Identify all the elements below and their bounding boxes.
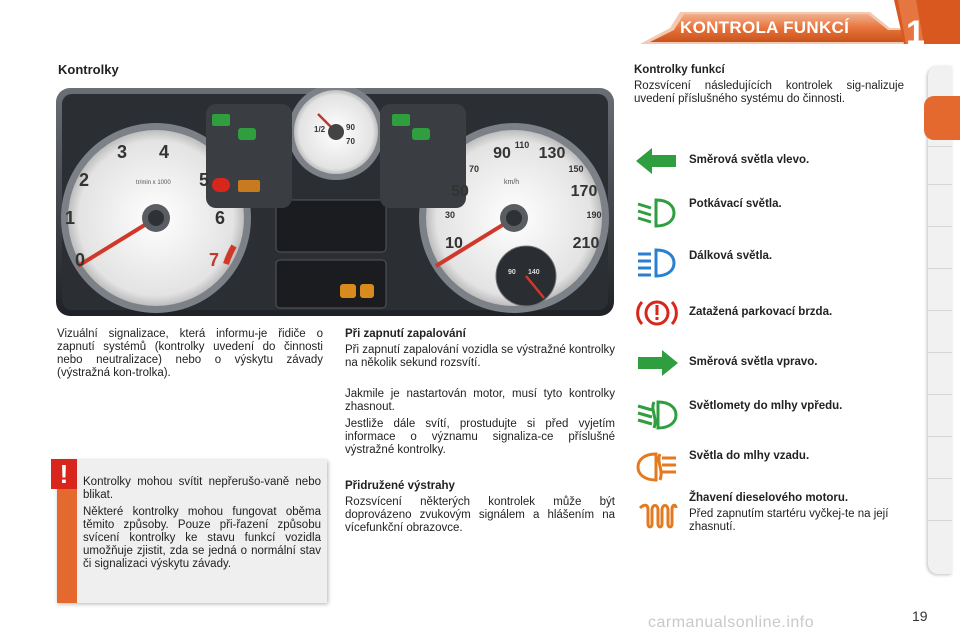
indicator-label-glow-plug: Žhavení dieselového motoru. bbox=[689, 492, 849, 504]
associated-title: Přidružené výstrahy bbox=[345, 480, 455, 492]
function-lights-title: Kontrolky funkcí bbox=[634, 64, 725, 76]
tach-label-2: 2 bbox=[78, 170, 90, 190]
fuel-label-140: 140 bbox=[528, 269, 540, 276]
indicator-label-parking-brake: Zatažená parkovací brzda. bbox=[689, 306, 833, 318]
speed-label-210: 210 bbox=[572, 235, 600, 252]
intro-text: Vizuální signalizace, která informu-je řidiče o zapnutí systémů (kontrolky uvedení do činnosti nebo neutralizace) nebo o výskytu závady (výstražná kon-trolka). bbox=[57, 328, 323, 379]
speed-label-170: 170 bbox=[570, 183, 598, 200]
rear-fog-light-icon bbox=[634, 450, 680, 484]
indicator-label-front-fog: Světlomety do mlhy vpředu. bbox=[689, 400, 843, 412]
tach-label-7: 7 bbox=[208, 250, 220, 270]
header-title: KONTROLA FUNKCÍ bbox=[680, 18, 850, 37]
indicator-desc-glow-plug: Před zapnutím startéru vyčkej-te na její zhasnutí. bbox=[689, 508, 889, 533]
parking-brake-icon bbox=[634, 296, 680, 330]
speed-unit: km/h bbox=[504, 179, 520, 186]
tach-label-4: 4 bbox=[158, 142, 170, 162]
speed-label-150: 150 bbox=[568, 164, 584, 174]
warning-p2: Některé kontrolky mohou fungovat oběma těmito způsoby. Pouze při-řazení způsobu svícení kontrolky ke stavu funkcí vozidla umožňuje zjistit, zda se jedná o normální stav či signalizaci výskytu závady. bbox=[83, 506, 321, 570]
speed-label-30: 30 bbox=[444, 210, 456, 220]
ignition-p2: Jakmile je nastartován motor, musí tyto kontrolky zhasnout. bbox=[345, 388, 615, 413]
front-fog-light-icon bbox=[634, 398, 680, 432]
function-lights-intro: Rozsvícení následujících kontrolek sig-nalizuje uvedení příslušného systému do činnosti. bbox=[634, 80, 904, 105]
tach-label-6: 6 bbox=[214, 208, 226, 228]
indicator-label-right-turn: Směrová světla vpravo. bbox=[689, 356, 818, 368]
ignition-p1: Při zapnutí zapalování vozidla se výstražné kontrolky na několik sekund rozsvítí. bbox=[345, 344, 615, 369]
tach-label-5: 5 bbox=[198, 170, 210, 190]
ignition-p3: Jestliže dále svítí, prostudujte si před vyjetím informace o významu signaliza-ce příslušné výstražné kontrolky. bbox=[345, 418, 615, 456]
dashboard-image bbox=[56, 88, 614, 316]
glow-plug-icon bbox=[634, 500, 680, 534]
temp-label-90: 90 bbox=[346, 123, 355, 132]
indicator-label-left-turn: Směrová světla vlevo. bbox=[689, 154, 810, 166]
indicator-label-low-beam: Potkávací světla. bbox=[689, 198, 782, 210]
ignition-title: Při zapnutí zapalování bbox=[345, 328, 466, 340]
high-beam-icon bbox=[634, 246, 680, 280]
chapter-number: 1 bbox=[906, 14, 925, 52]
tach-label-1: 1 bbox=[64, 208, 76, 228]
speed-label-110: 110 bbox=[514, 140, 530, 150]
chapter-tabs[interactable] bbox=[928, 66, 952, 574]
fuel-label-90: 90 bbox=[508, 269, 516, 276]
tach-label-0: 0 bbox=[74, 250, 86, 270]
speed-label-90: 90 bbox=[493, 145, 511, 162]
temp-label-half: 1/2 bbox=[314, 125, 326, 134]
section-title: Kontrolky bbox=[58, 62, 119, 77]
warning-p1: Kontrolky mohou svítit nepřerušo-vaně nebo blikat. bbox=[83, 476, 321, 501]
indicator-label-rear-fog: Světla do mlhy vzadu. bbox=[689, 450, 810, 462]
low-beam-icon bbox=[634, 196, 680, 230]
temp-label-70: 70 bbox=[346, 137, 355, 146]
speed-label-10: 10 bbox=[445, 235, 463, 252]
exclamation-icon: ! bbox=[51, 459, 77, 489]
tab-active-chapter[interactable] bbox=[924, 96, 960, 140]
tach-unit: tr/min x 1000 bbox=[136, 180, 171, 186]
left-turn-arrow-icon bbox=[634, 144, 680, 178]
speed-label-70: 70 bbox=[468, 164, 480, 174]
indicator-label-high-beam: Dálková světla. bbox=[689, 250, 773, 262]
speed-label-190: 190 bbox=[586, 210, 602, 220]
tach-label-3: 3 bbox=[116, 142, 128, 162]
associated-p1: Rozsvícení některých kontrolek může být doprovázeno zvukovým signálem a hlášením na vícefunkční obrazovce. bbox=[345, 496, 615, 534]
watermark: carmanualsonline.info bbox=[648, 614, 815, 631]
speed-label-50: 50 bbox=[451, 183, 469, 200]
right-turn-arrow-icon bbox=[634, 346, 680, 380]
speed-label-130: 130 bbox=[538, 145, 566, 162]
page-number: 19 bbox=[912, 608, 928, 624]
